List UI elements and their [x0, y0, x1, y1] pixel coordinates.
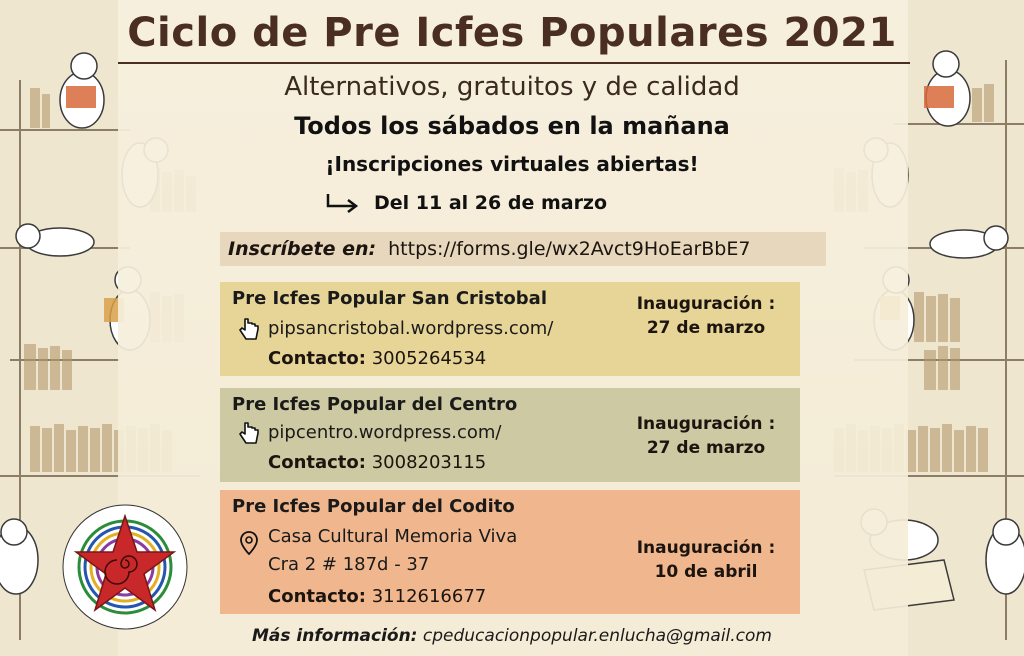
inscribe-link[interactable]: https://forms.gle/wx2Avct9HoEarBbE7	[388, 238, 751, 260]
card-link[interactable]: pipcentro.wordpress.com/	[268, 422, 502, 443]
hand-pointer-icon	[236, 420, 262, 446]
card-address-line2: Cra 2 # 187d - 37	[268, 554, 430, 575]
dates-text: Del 11 al 26 de marzo	[374, 192, 608, 214]
inscribe-bar	[220, 232, 826, 266]
contact-label: Contacto:	[268, 586, 366, 607]
hand-pointer-icon	[236, 316, 262, 342]
inauguration-date: 27 de marzo	[646, 318, 766, 338]
organization-logo	[60, 502, 190, 632]
schedule-text: Todos los sábados en la mañana	[294, 112, 730, 140]
registration-open-text: ¡Inscripciones virtuales abiertas!	[325, 152, 699, 176]
card-contact	[268, 348, 486, 369]
footer-email[interactable]: cpeducacionpopular.enlucha@gmail.com	[422, 626, 772, 646]
contact-label: Contacto:	[268, 452, 366, 473]
card-title: Pre Icfes Popular San Cristobal	[232, 288, 547, 309]
title-divider	[118, 62, 910, 64]
arrow-return-icon	[322, 192, 362, 214]
inauguration	[626, 412, 786, 460]
card-link[interactable]: pipsancristobal.wordpress.com/	[268, 318, 554, 339]
contact-value: 3005264534	[371, 348, 487, 369]
card-title: Pre Icfes Popular del Codito	[232, 496, 515, 517]
inauguration	[626, 536, 786, 584]
contact-value: 3008203115	[371, 452, 487, 473]
footer-label: Más información:	[252, 626, 418, 646]
registration-dates	[322, 192, 607, 214]
inauguration-label: Inauguración :	[636, 294, 776, 314]
footer-info	[0, 626, 1024, 646]
page-title: Ciclo de Pre Icfes Populares 2021	[127, 10, 897, 56]
inscribe-label: Inscríbete en:	[228, 238, 377, 260]
card-centro	[220, 388, 800, 482]
location-pin-icon	[236, 530, 262, 556]
card-address-line1: Casa Cultural Memoria Viva	[268, 526, 518, 547]
subtitle: Alternativos, gratuitos y de calidad	[284, 72, 740, 102]
inauguration	[626, 292, 786, 340]
card-san-cristobal	[220, 282, 800, 376]
inauguration-label: Inauguración :	[636, 538, 776, 558]
contact-label: Contacto:	[268, 348, 366, 369]
inauguration-label: Inauguración :	[636, 414, 776, 434]
contact-value: 3112616677	[371, 586, 487, 607]
inauguration-date: 10 de abril	[654, 562, 758, 582]
card-contact	[268, 452, 486, 473]
card-codito	[220, 490, 800, 614]
card-title: Pre Icfes Popular del Centro	[232, 394, 518, 415]
card-contact	[268, 586, 486, 607]
inauguration-date: 27 de marzo	[646, 438, 766, 458]
